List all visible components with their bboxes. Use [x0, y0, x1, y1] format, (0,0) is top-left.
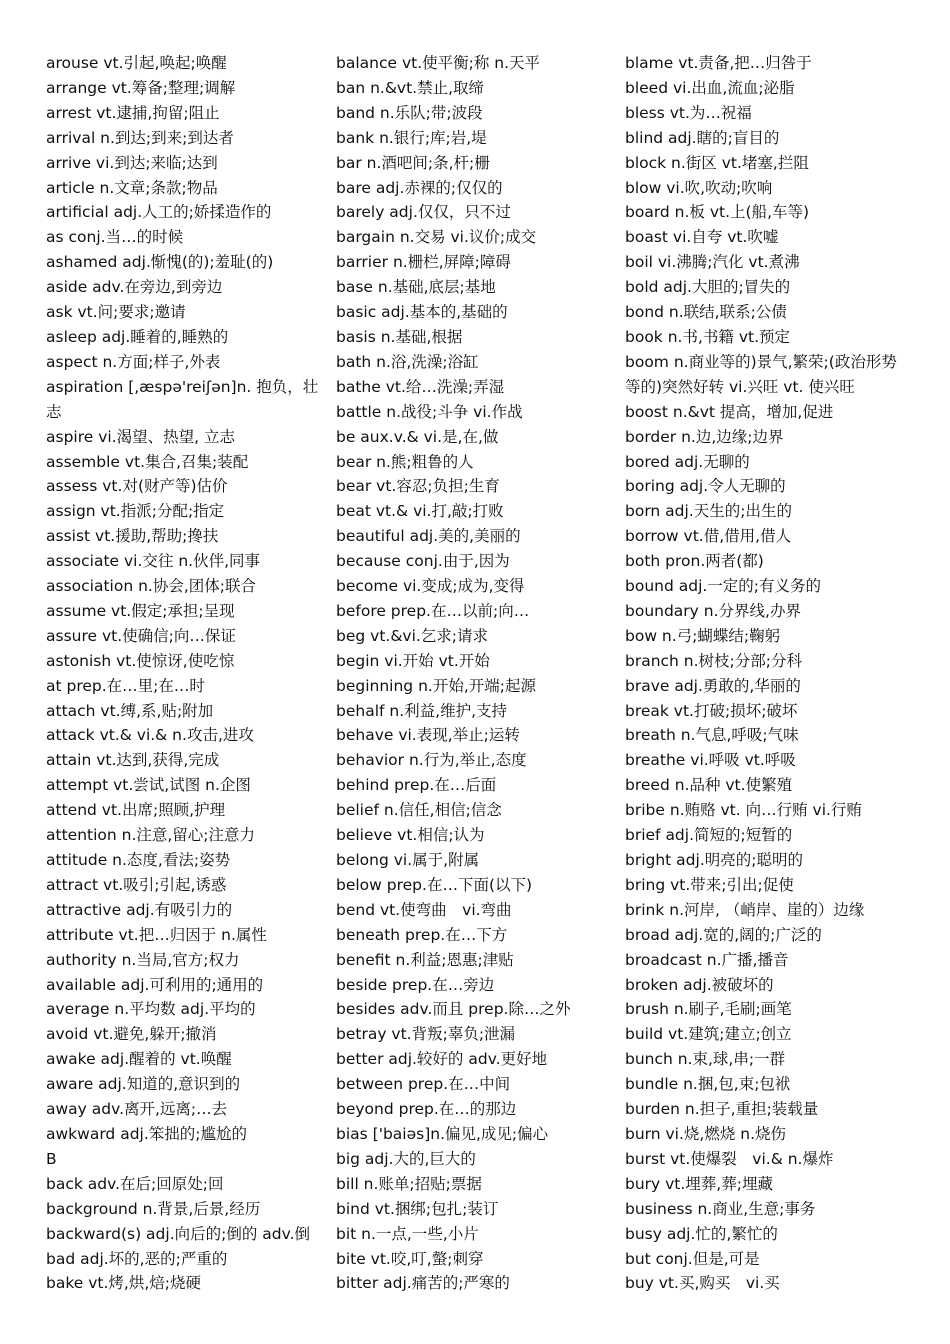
- vocab-entry: away adv.离开,远离;…去: [46, 1100, 228, 1119]
- vocab-entry: battle n.战役;斗争 vi.作战: [336, 402, 523, 421]
- vocab-entry: belief n.信任,相信;信念: [336, 801, 502, 820]
- vocab-entry: bribe n.贿赂 vt. 向…行贿 vi.行贿: [625, 801, 862, 820]
- vocab-entry: association n.协会,团体;联合: [46, 577, 256, 596]
- vocab-entry: business n.商业,生意;事务: [625, 1199, 816, 1218]
- vocab-entry: backward(s) adj.向后的;倒的 adv.倒: [46, 1224, 310, 1243]
- vocab-entry: big adj.大的,巨大的: [336, 1149, 476, 1168]
- vocab-entry: brush n.刷子,毛刷;画笔: [625, 1000, 792, 1019]
- vocab-entry: attitude n.态度,看法;姿势: [46, 851, 231, 869]
- vocab-entry: ashamed adj.惭愧(的);羞耻(的): [46, 253, 274, 272]
- vocab-entry: bad adj.坏的,恶的;严重的: [46, 1249, 228, 1268]
- vocab-entry: assume vt.假定;承担;呈现: [46, 601, 235, 620]
- vocab-entry: breathe vi.呼吸 vt.呼吸: [625, 751, 796, 770]
- vocab-entry: bond n.联结,联系;公债: [625, 303, 787, 322]
- vocab-entry: bath n.浴,洗澡;浴缸: [336, 352, 479, 371]
- vocab-entry: assess vt.对(财产等)估价: [46, 477, 228, 496]
- vocab-entry: brief adj.简短的;短暂的: [625, 826, 793, 845]
- vocab-entry: benefit n.利益;恩惠;津贴: [336, 950, 514, 969]
- vocab-entry: article n.文章;条款;物品: [46, 178, 218, 197]
- vocab-entry: beyond prep.在…的那边: [336, 1100, 517, 1119]
- vocab-entry: be aux.v.& vi.是,在,做: [336, 427, 499, 446]
- vocab-entry: broad adj.宽的,阔的;广泛的: [625, 925, 822, 944]
- vocab-entry: bunch n.束,球,串;一群: [625, 1050, 786, 1069]
- vocab-entry: B: [46, 1149, 57, 1168]
- vocab-entry: bury vt.埋葬,葬;埋藏: [625, 1174, 773, 1193]
- vocab-entry: aspire vi.渴望、热望, 立志: [46, 427, 235, 446]
- vocab-entry: because conj.由于,因为: [336, 552, 510, 571]
- vocab-entry: basis n.基础,根据: [336, 327, 463, 346]
- vocab-entry: busy adj.忙的,繁忙的: [625, 1224, 778, 1243]
- vocab-entry: beginning n.开始,开端;起源: [336, 676, 536, 695]
- vocab-entry: bias ['baiəs]n.偏见,成见;偏心: [336, 1124, 549, 1143]
- vocab-entry: astonish vt.使惊讶,使吃惊: [46, 651, 235, 670]
- vocab-entry: assemble vt.集合,召集;装配: [46, 452, 249, 471]
- vocab-entry: bleed vi.出血,流血;泌脂: [625, 78, 795, 97]
- word-column-2: [336, 51, 616, 1296]
- vocab-entry: attractive adj.有吸引力的: [46, 900, 233, 919]
- vocab-entry: base n.基础,底层;基地: [336, 278, 496, 297]
- vocab-entry: asleep adj.睡着的,睡熟的: [46, 327, 229, 346]
- vocab-entry: artificial adj.人工的;娇揉造作的: [46, 203, 272, 222]
- vocab-entry: begin vi.开始 vt.开始: [336, 651, 490, 670]
- vocab-entry: band n.乐队;带;波段: [336, 103, 483, 122]
- vocab-entry: beat vt.& vi.打,敲;打败: [336, 502, 504, 521]
- vocab-entry: block n.街区 vt.堵塞,拦阻: [625, 153, 809, 172]
- vocab-entry: bill n.账单;招贴;票据: [336, 1174, 482, 1193]
- vocab-entry: barely adj.仅仅，只不过: [336, 203, 511, 222]
- vocab-entry: at prep.在…里;在…时: [46, 676, 205, 695]
- vocab-entry: become vi.变成;成为,变得: [336, 577, 525, 596]
- vocab-entry: assure vt.使确信;向…保证: [46, 626, 236, 645]
- vocab-entry: arrest vt.逮捕,拘留;阻止: [46, 103, 220, 122]
- vocab-entry: assist vt.援助,帮助;搀扶: [46, 527, 219, 546]
- vocab-entry: behind prep.在…后面: [336, 776, 497, 795]
- vocab-entry: book n.书,书籍 vt.预定: [625, 327, 790, 346]
- vocab-entry: bathe vt.给…洗澡;弄湿: [336, 377, 505, 396]
- vocab-entry: blow vi.吹,吹动;吹响: [625, 178, 773, 197]
- vocab-entry: bind vt.捆绑;包扎;装订: [336, 1199, 499, 1218]
- vocab-entry: blind adj.瞎的;盲目的: [625, 128, 780, 147]
- vocab-entry: beneath prep.在…下方: [336, 925, 508, 944]
- vocab-entry: betray vt.背叛;辜负;泄漏: [336, 1025, 516, 1044]
- vocab-entry: arrange vt.筹备;整理;调解: [46, 78, 236, 97]
- vocab-entry: bake vt.烤,烘,焙;烧硬: [46, 1274, 201, 1293]
- vocab-entry: associate vi.交往 n.伙伴,同事: [46, 552, 261, 571]
- vocab-entry: authority n.当局,官方;权力: [46, 950, 240, 969]
- vocab-entry: bold adj.大胆的;冒失的: [625, 278, 791, 297]
- vocab-entry: borrow vt.借,借用,借人: [625, 527, 792, 546]
- vocab-entry: break vt.打破;损坏;破坏: [625, 701, 798, 720]
- vocab-entry: bank n.银行;库;岩,堤: [336, 128, 487, 147]
- vocab-entry: back adv.在后;回原处;回: [46, 1174, 224, 1193]
- vocab-entry: bite vt.咬,叮,螫;刺穿: [336, 1249, 484, 1268]
- vocab-entry: born adj.天生的;出生的: [625, 502, 792, 521]
- vocab-entry: believe vt.相信;认为: [336, 826, 485, 845]
- vocab-entry: attract vt.吸引;引起,诱惑: [46, 875, 227, 894]
- vocab-entry: bare adj.赤裸的;仅仅的: [336, 178, 503, 197]
- vocab-entry: average n.平均数 adj.平均的: [46, 1000, 256, 1019]
- vocab-entry: breed n.品种 vt.使繁殖: [625, 776, 793, 795]
- vocab-entry: boast vi.自夸 vt.吹嘘: [625, 228, 779, 247]
- vocab-entry: barrier n.栅栏,屏障;障碍: [336, 253, 511, 272]
- vocab-entry: awake adj.醒着的 vt.唤醒: [46, 1050, 232, 1069]
- vocab-entry: below prep.在…下面(以下): [336, 875, 533, 894]
- vocab-entry: boost n.&vt 提高，增加,促进: [625, 402, 834, 421]
- vocab-entry: branch n.树枝;分部;分科: [625, 651, 803, 670]
- vocab-entry: available adj.可利用的;通用的: [46, 975, 264, 994]
- vocab-entry: bend vt.使弯曲 vi.弯曲: [336, 900, 512, 919]
- vocab-entry: bargain n.交易 vi.议价;成交: [336, 228, 537, 247]
- vocab-entry: beautiful adj.美的,美丽的: [336, 527, 521, 546]
- vocab-entry: basic adj.基本的,基础的: [336, 303, 508, 322]
- vocab-entry: attack vt.& vi.& n.攻击,进攻: [46, 726, 254, 745]
- vocab-entry: broadcast n.广播,播音: [625, 950, 789, 969]
- vocab-entry: boundary n.分界线,办界: [625, 601, 801, 620]
- vocab-entry: attain vt.达到,获得,完成: [46, 751, 220, 770]
- vocab-entry: buy vt.买,购买 vi.买: [625, 1274, 780, 1293]
- vocab-entry: better adj.较好的 adv.更好地: [336, 1050, 548, 1069]
- vocab-entry: boom n.商业等的)景气,繁荣;(政治形势等的)突然好转 vi.兴旺 vt. 使兴旺: [625, 352, 897, 396]
- vocab-entry: background n.背景,后景,经历: [46, 1199, 261, 1218]
- vocab-entry: bar n.酒吧间;条,杆;栅: [336, 153, 490, 172]
- vocab-entry: bitter adj.痛苦的;严寒的: [336, 1274, 510, 1293]
- vocab-entry: ban n.&vt.禁止,取缔: [336, 78, 485, 97]
- vocab-entry: burden n.担子,重担;装载量: [625, 1100, 819, 1119]
- vocab-entry: beg vt.&vi.乞求;请求: [336, 626, 489, 645]
- vocab-entry: arrival n.到达;到来;到达者: [46, 128, 234, 147]
- vocab-entry: aspect n.方面;样子,外表: [46, 352, 221, 371]
- vocab-entry: before prep.在…以前;向…: [336, 601, 530, 620]
- vocab-entry: ask vt.问;要求;邀请: [46, 303, 186, 322]
- vocab-entry: blame vt.责备,把…归咎于: [625, 54, 812, 72]
- vocab-entry: besides adv.而且 prep.除…之外: [336, 1000, 571, 1019]
- word-column-1: [46, 51, 328, 1296]
- vocab-entry: bear vt.容忍;负担;生育: [336, 477, 500, 496]
- vocab-entry: bow n.弓;蝴蝶结;鞠躬: [625, 626, 781, 645]
- vocab-entry: bless vt.为…祝福: [625, 103, 752, 122]
- vocab-entry: aside adv.在旁边,到旁边: [46, 278, 223, 297]
- vocab-entry: bit n.一点,一些,小片: [336, 1224, 479, 1243]
- vocab-entry: attribute vt.把…归因于 n.属性: [46, 925, 267, 944]
- vocab-entry: attach vt.缚,系,贴;附加: [46, 701, 214, 720]
- vocab-entry: board n.板 vt.上(船,车等): [625, 203, 810, 222]
- vocab-entry: between prep.在…中间: [336, 1075, 511, 1094]
- vocab-entry: burst vt.使爆裂 vi.& n.爆炸: [625, 1149, 834, 1168]
- vocab-entry: aspiration [,æspə'reiʃən]n. 抱负，壮志: [46, 377, 319, 421]
- vocab-entry: awkward adj.笨拙的;尴尬的: [46, 1124, 247, 1143]
- vocab-entry: aware adj.知道的,意识到的: [46, 1075, 241, 1094]
- vocab-entry: bored adj.无聊的: [625, 452, 750, 471]
- vocab-entry: bound adj.一定的;有义务的: [625, 577, 822, 596]
- vocab-entry: border n.边,边缘;边界: [625, 427, 784, 446]
- vocab-entry: behalf n.利益,维护,支持: [336, 701, 507, 720]
- vocab-entry: bring vt.带来;引出;促使: [625, 875, 794, 894]
- vocab-entry: build vt.建筑;建立;创立: [625, 1025, 792, 1044]
- vocab-entry: behave vi.表现,举止;运转: [336, 726, 520, 745]
- vocab-entry: brave adj.勇敢的,华丽的: [625, 676, 801, 695]
- vocab-entry: breath n.气息,呼吸;气味: [625, 726, 799, 745]
- word-column-3: [625, 51, 905, 1296]
- vocab-entry: attend vt.出席;照顾,护理: [46, 801, 226, 820]
- vocab-entry: avoid vt.避免,躲开;撤消: [46, 1025, 217, 1044]
- vocab-entry: balance vt.使平衡;称 n.天平: [336, 54, 541, 72]
- vocab-entry: bear n.熊;粗鲁的人: [336, 452, 474, 471]
- vocab-entry: as conj.当…的时候: [46, 228, 184, 247]
- vocab-entry: attempt vt.尝试,试图 n.企图: [46, 776, 251, 795]
- vocab-entry: both pron.两者(都): [625, 552, 764, 571]
- vocab-entry: behavior n.行为,举止,态度: [336, 751, 527, 770]
- vocab-entry: boil vi.沸腾;汽化 vt.煮沸: [625, 253, 800, 272]
- vocab-entry: assign vt.指派;分配;指定: [46, 502, 225, 521]
- vocab-entry: belong vi.属于,附属: [336, 851, 480, 869]
- vocab-entry: arrive vi.到达;来临;达到: [46, 153, 218, 172]
- vocab-entry: bundle n.捆,包,束;包袱: [625, 1075, 791, 1094]
- vocab-entry: brink n.河岸, （峭岸、崖的）边缘: [625, 900, 865, 919]
- vocab-entry: broken adj.被破坏的: [625, 975, 774, 994]
- vocab-entry: boring adj.令人无聊的: [625, 477, 786, 496]
- vocab-entry: arouse vt.引起,唤起;唤醒: [46, 54, 227, 72]
- vocab-entry: bright adj.明亮的;聪明的: [625, 851, 803, 869]
- vocab-entry: but conj.但是,可是: [625, 1249, 760, 1268]
- vocab-entry: burn vi.烧,燃烧 n.烧伤: [625, 1124, 787, 1143]
- vocab-entry: attention n.注意,留心;注意力: [46, 826, 256, 845]
- vocab-entry: beside prep.在…旁边: [336, 975, 495, 994]
